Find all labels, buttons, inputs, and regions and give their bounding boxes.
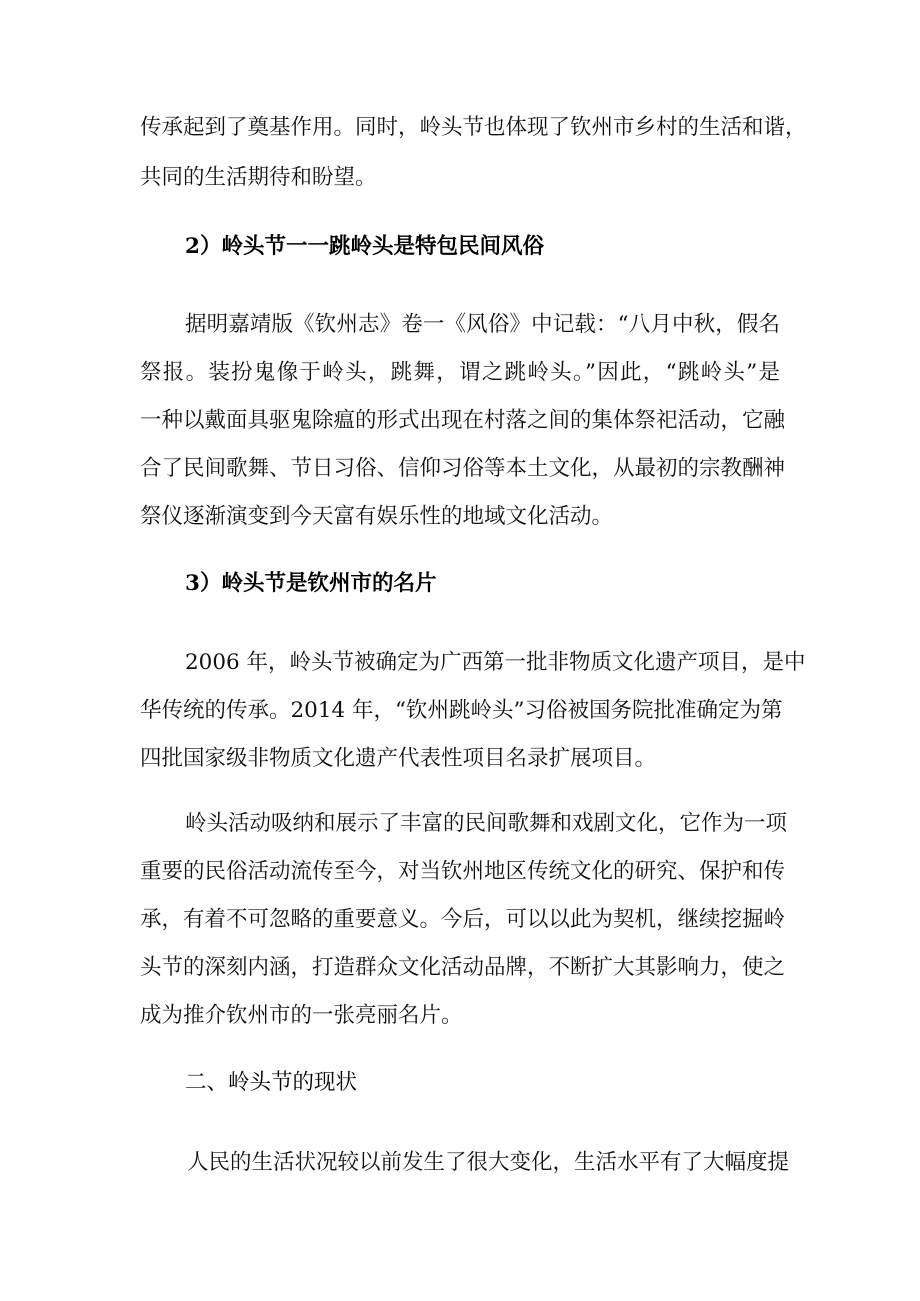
paragraph-line: 共同的生活期待和盼望。 bbox=[140, 165, 377, 190]
paragraph-line: 据明嘉靖版《钦州志》卷一《风俗》中记载：“八月中秋，假名 bbox=[185, 312, 780, 337]
paragraph-line: 祭仪逐渐演变到今天富有娱乐性的地域文化活动。 bbox=[140, 504, 614, 529]
paragraph-line: 成为推介钦州市的一张亮丽名片。 bbox=[140, 1003, 463, 1028]
paragraph-line: 传承起到了奠基作用。同时，岭头节也体现了钦州市乡村的生活和谐， bbox=[140, 115, 807, 140]
paragraph-line: 头节的深刻内涵，打造群众文化活动品牌，不断扩大其影响力，使之 bbox=[140, 955, 786, 980]
section-heading: 3）岭头节是钦州市的名片 bbox=[185, 571, 437, 596]
paragraph-line: 人民的生活状况较以前发生了很大变化，生活水平有了大幅度提 bbox=[187, 1150, 790, 1175]
paragraph-line: 合了民间歌舞、节日习俗、信仰习俗等本土文化，从最初的宗教酬神 bbox=[140, 456, 786, 481]
paragraph-line: 2006 年，岭头节被确定为广西第一批非物质文化遗产项目，是中 bbox=[185, 650, 806, 675]
paragraph-line: 华传统的传承。2014 年，“钦州跳岭头”习俗被国务院批准确定为第 bbox=[140, 698, 783, 723]
section-heading: 2）岭头节一一跳岭头是特包民间风俗 bbox=[185, 234, 544, 259]
paragraph-line: 重要的民俗活动流传至今，对当钦州地区传统文化的研究、保护和传 bbox=[140, 859, 786, 884]
paragraph-line: 一种以戴面具驱鬼除瘟的形式出现在村落之间的集体祭祀活动，它融 bbox=[140, 408, 786, 433]
paragraph-line: 四批国家级非物质文化遗产代表性项目名录扩展项目。 bbox=[140, 746, 657, 771]
paragraph-line: 祭报。装扮鬼像于岭头，跳舞，谓之跳岭头。”因此，“跳岭头”是 bbox=[140, 360, 780, 385]
paragraph-line: 承，有着不可忽略的重要意义。今后，可以以此为契机，继续挖掘岭 bbox=[140, 907, 786, 932]
paragraph-line: 岭头活动吸纳和展示了丰富的民间歌舞和戏剧文化，它作为一项 bbox=[185, 811, 788, 836]
chapter-heading: 二、岭头节的现状 bbox=[185, 1070, 358, 1095]
